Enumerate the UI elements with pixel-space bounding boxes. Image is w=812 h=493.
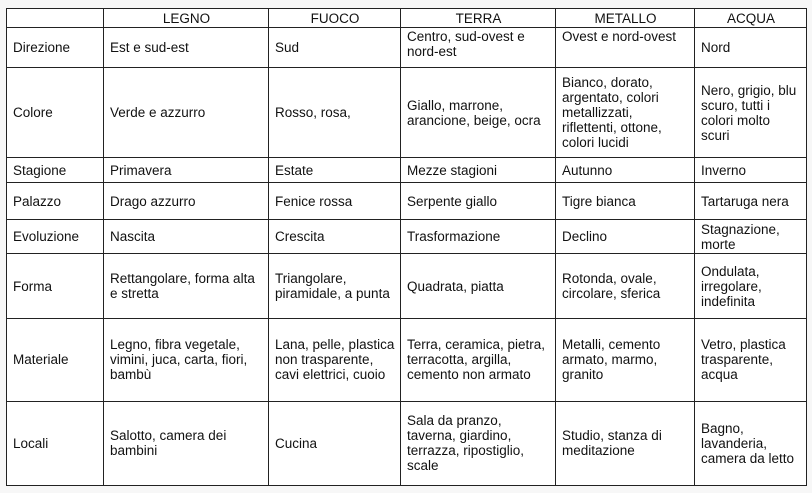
table-row-stagione <box>7 158 807 183</box>
table-cell: Nero, grigio, blu scuro, tutti i colori molto scuri <box>695 68 807 158</box>
table-cell: Mezze stagioni <box>401 158 556 183</box>
table-cell: Vetro, plastica trasparente, acqua <box>695 318 807 401</box>
table-cell: Cucina <box>269 401 401 485</box>
header-cell-fuoco: FUOCO <box>269 9 401 28</box>
table-cell: Estate <box>269 158 401 183</box>
table-cell: Primavera <box>104 158 269 183</box>
table-cell: Salotto, camera dei bambini <box>104 401 269 485</box>
row-label: Evoluzione <box>7 220 104 254</box>
table-cell: Rotonda, ovale, circolare, sferica <box>556 254 695 318</box>
header-cell-acqua: ACQUA <box>695 9 807 28</box>
row-label: Forma <box>7 254 104 318</box>
table-cell: Tigre bianca <box>556 183 695 220</box>
table-cell: Declino <box>556 220 695 254</box>
table-cell: Terra, ceramica, pietra, terracotta, argilla, cemento non armato <box>401 318 556 401</box>
table-cell: Crescita <box>269 220 401 254</box>
table-cell: Est e sud-est <box>104 28 269 68</box>
table-cell: Triangolare, piramidale, a punta <box>269 254 401 318</box>
table-cell: Verde e azzurro <box>104 68 269 158</box>
table-row-materiale <box>7 318 807 401</box>
header-cell-empty <box>7 9 104 28</box>
table-cell: Trasformazione <box>401 220 556 254</box>
table-cell: Nascita <box>104 220 269 254</box>
table-cell: Nord <box>695 28 807 68</box>
row-label: Colore <box>7 68 104 158</box>
elements-table <box>6 8 807 486</box>
table-cell: Rettangolare, forma alta e stretta <box>104 254 269 318</box>
table-row-forma <box>7 254 807 318</box>
table-cell: Inverno <box>695 158 807 183</box>
table-cell: Metalli, cemento armato, marmo, granito <box>556 318 695 401</box>
table-cell: Drago azzurro <box>104 183 269 220</box>
table-cell: Studio, stanza di meditazione <box>556 401 695 485</box>
table-row-locali <box>7 401 807 485</box>
row-label: Stagione <box>7 158 104 183</box>
table-cell: Stagnazione, morte <box>695 220 807 254</box>
row-label: Locali <box>7 401 104 485</box>
table-cell: Tartaruga nera <box>695 183 807 220</box>
table-cell: Sud <box>269 28 401 68</box>
table-cell: Fenice rossa <box>269 183 401 220</box>
table-row-palazzo <box>7 183 807 220</box>
row-label: Palazzo <box>7 183 104 220</box>
table-cell: Bianco, dorato, argentato, colori metallizzati, riflettenti, ottone, colori lucidi <box>556 68 695 158</box>
table-cell: Quadrata, piatta <box>401 254 556 318</box>
table-cell: Rosso, rosa, <box>269 68 401 158</box>
table-cell: Serpente giallo <box>401 183 556 220</box>
table-row-direzione <box>7 28 807 68</box>
table-cell: Sala da pranzo, taverna, giardino, terrazza, ripostiglio, scale <box>401 401 556 485</box>
table-cell: Autunno <box>556 158 695 183</box>
table-row-evoluzione <box>7 220 807 254</box>
table-cell: Lana, pelle, plastica non trasparente, cavi elettrici, cuoio <box>269 318 401 401</box>
table-cell: Ovest e nord-ovest <box>556 28 695 68</box>
table-cell: Legno, fibra vegetale, vimini, juca, carta, fiori, bambù <box>104 318 269 401</box>
header-cell-metallo: METALLO <box>556 9 695 28</box>
header-cell-terra: TERRA <box>401 9 556 28</box>
table-cell: Centro, sud-ovest e nord-est <box>401 28 556 68</box>
table-cell: Giallo, marrone, arancione, beige, ocra <box>401 68 556 158</box>
header-row <box>7 9 807 28</box>
table-cell: Bagno, lavanderia, camera da letto <box>695 401 807 485</box>
table-row-colore <box>7 68 807 158</box>
header-cell-legno: LEGNO <box>104 9 269 28</box>
row-label: Materiale <box>7 318 104 401</box>
table-cell: Ondulata, irregolare, indefinita <box>695 254 807 318</box>
row-label: Direzione <box>7 28 104 68</box>
